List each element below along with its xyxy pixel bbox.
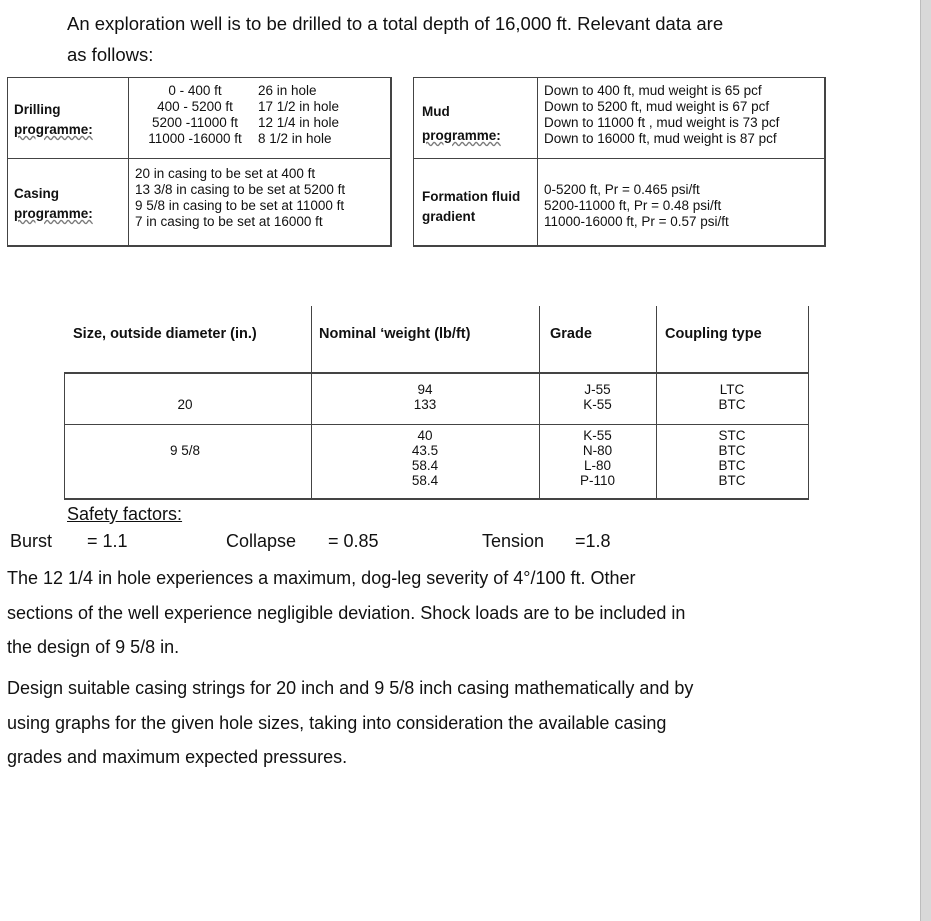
paragraph-task (7, 671, 807, 775)
row2-weight-3: 58.4 (411, 473, 439, 488)
row2-coupling-0: STC (718, 428, 746, 443)
table-row (64, 443, 311, 458)
drilling-label-2: programme: (14, 122, 93, 137)
casing-label-2: programme: (14, 206, 93, 221)
table-row (64, 382, 311, 412)
row1-grade-1: K-55 (583, 397, 612, 412)
formation-line-1: 5200-11000 ft, Pr = 0.48 psi/ft (544, 198, 722, 213)
row2-couplings (656, 428, 808, 488)
mud-label (422, 102, 501, 146)
intro-text (67, 8, 887, 70)
casing-line-3: 7 in casing to be set at 16000 ft (135, 214, 323, 229)
drilling-depth-2: 5200 -11000 ft (151, 115, 239, 130)
mud-line-3: Down to 16000 ft, mud weight is 87 pcf (544, 131, 777, 146)
drilling-depth-0: 0 - 400 ft (168, 83, 222, 98)
casing-label (14, 184, 93, 224)
row1-coupling-0: LTC (719, 382, 745, 397)
row2-size: 9 5/8 (169, 443, 201, 458)
row2-grades (539, 428, 656, 488)
mud-lines (544, 83, 779, 147)
row2-grade-0: K-55 (583, 428, 612, 443)
paragraph2-line-1: using graphs for the given hole sizes, taking into consideration the available casing (7, 712, 667, 733)
row1-grade-0: J-55 (584, 382, 611, 397)
row2-grade-1: N-80 (582, 443, 613, 458)
paragraph2-line-0: Design suitable casing strings for 20 inch and 9 5/8 inch casing mathematically and by (7, 678, 694, 698)
mud-line-0: Down to 400 ft, mud weight is 65 pcf (544, 83, 762, 98)
formation-lines (544, 182, 729, 230)
drilling-hole-0: 26 in hole (258, 83, 317, 98)
row2-weight-2: 58.4 (411, 458, 439, 473)
row1-couplings (656, 382, 808, 412)
intro-line-1: An exploration well is to be drilled to a total depth of 16,000 ft. Relevant data are (67, 13, 724, 34)
mud-label-2: programme: (422, 128, 501, 143)
row2-weights (311, 428, 539, 488)
mud-label-1: Mud (422, 104, 450, 119)
row1-grades (539, 382, 656, 412)
table-header-coupling: Coupling type (665, 326, 762, 342)
row2-weight-0: 40 (417, 428, 433, 443)
casing-line-1: 13 3/8 in casing to be set at 5200 ft (135, 182, 346, 197)
mud-line-2: Down to 11000 ft , mud weight is 73 pcf (544, 115, 780, 130)
safety-title: Safety factors: (67, 504, 183, 524)
collapse-label: Collapse (226, 531, 297, 551)
drilling-depths (136, 83, 254, 147)
row2-coupling-3: BTC (718, 473, 746, 488)
formation-line-2: 11000-16000 ft, Pr = 0.57 psi/ft (544, 214, 729, 229)
tension-value: =1.8 (575, 531, 611, 551)
table-header-weight: Nominal ‘weight (lb/ft) (319, 326, 471, 342)
mud-line-1: Down to 5200 ft, mud weight is 67 pcf (544, 99, 770, 114)
casing-line-2: 9 5/8 in casing to be set at 11000 ft (135, 198, 345, 213)
drilling-depth-3: 11000 -16000 ft (148, 131, 242, 146)
page-edge-scrollbar (920, 0, 931, 921)
table-header-size: Size, outside diameter (in.) (73, 326, 257, 342)
formation-label (422, 187, 520, 227)
row2-grade-2: L-80 (583, 458, 612, 473)
table-header-grade: Grade (550, 326, 592, 342)
collapse-value: = 0.85 (328, 531, 379, 551)
right-data-box (413, 77, 826, 247)
formation-line-0: 0-5200 ft, Pr = 0.465 psi/ft (544, 182, 700, 197)
row2-coupling-1: BTC (718, 443, 746, 458)
paragraph1-line-2: the design of 9 5/8 in. (7, 637, 180, 657)
burst-label: Burst (10, 531, 53, 551)
left-data-box (7, 77, 392, 247)
formation-label-2: gradient (422, 209, 476, 224)
row2-coupling-2: BTC (718, 458, 746, 473)
casing-lines (135, 166, 345, 230)
row1-size: 20 (177, 397, 193, 412)
drilling-hole-2: 12 1/4 in hole (258, 115, 340, 130)
drilling-hole-1: 17 1/2 in hole (258, 99, 340, 114)
drilling-label (14, 100, 93, 140)
row2-weight-1: 43.5 (411, 443, 439, 458)
casing-label-1: Casing (14, 186, 60, 201)
row1-weight-0: 94 (417, 382, 433, 397)
burst-value: = 1.1 (87, 531, 128, 551)
row1-coupling-1: BTC (718, 397, 746, 412)
row1-weight-1: 133 (413, 397, 437, 412)
tension-label: Tension (482, 531, 545, 551)
casing-line-0: 20 in casing to be set at 400 ft (135, 166, 316, 181)
row2-grade-3: P-110 (579, 473, 616, 488)
intro-line-2: as follows: (67, 44, 154, 65)
drilling-label-1: Drilling (14, 102, 61, 117)
drilling-depth-1: 400 - 5200 ft (157, 99, 233, 114)
row1-weights (311, 382, 539, 412)
formation-label-1: Formation fluid (422, 189, 521, 204)
drilling-holes (258, 83, 339, 147)
paragraph1-line-1: sections of the well experience negligible deviation. Shock loads are to be included in (7, 602, 686, 623)
drilling-hole-3: 8 1/2 in hole (258, 131, 332, 146)
paragraph1-line-0: The 12 1/4 in hole experiences a maximum, dog-leg severity of 4°/100 ft. Other (7, 568, 636, 588)
paragraph2-line-2: grades and maximum expected pressures. (7, 747, 348, 767)
paragraph-dogleg (7, 561, 807, 665)
